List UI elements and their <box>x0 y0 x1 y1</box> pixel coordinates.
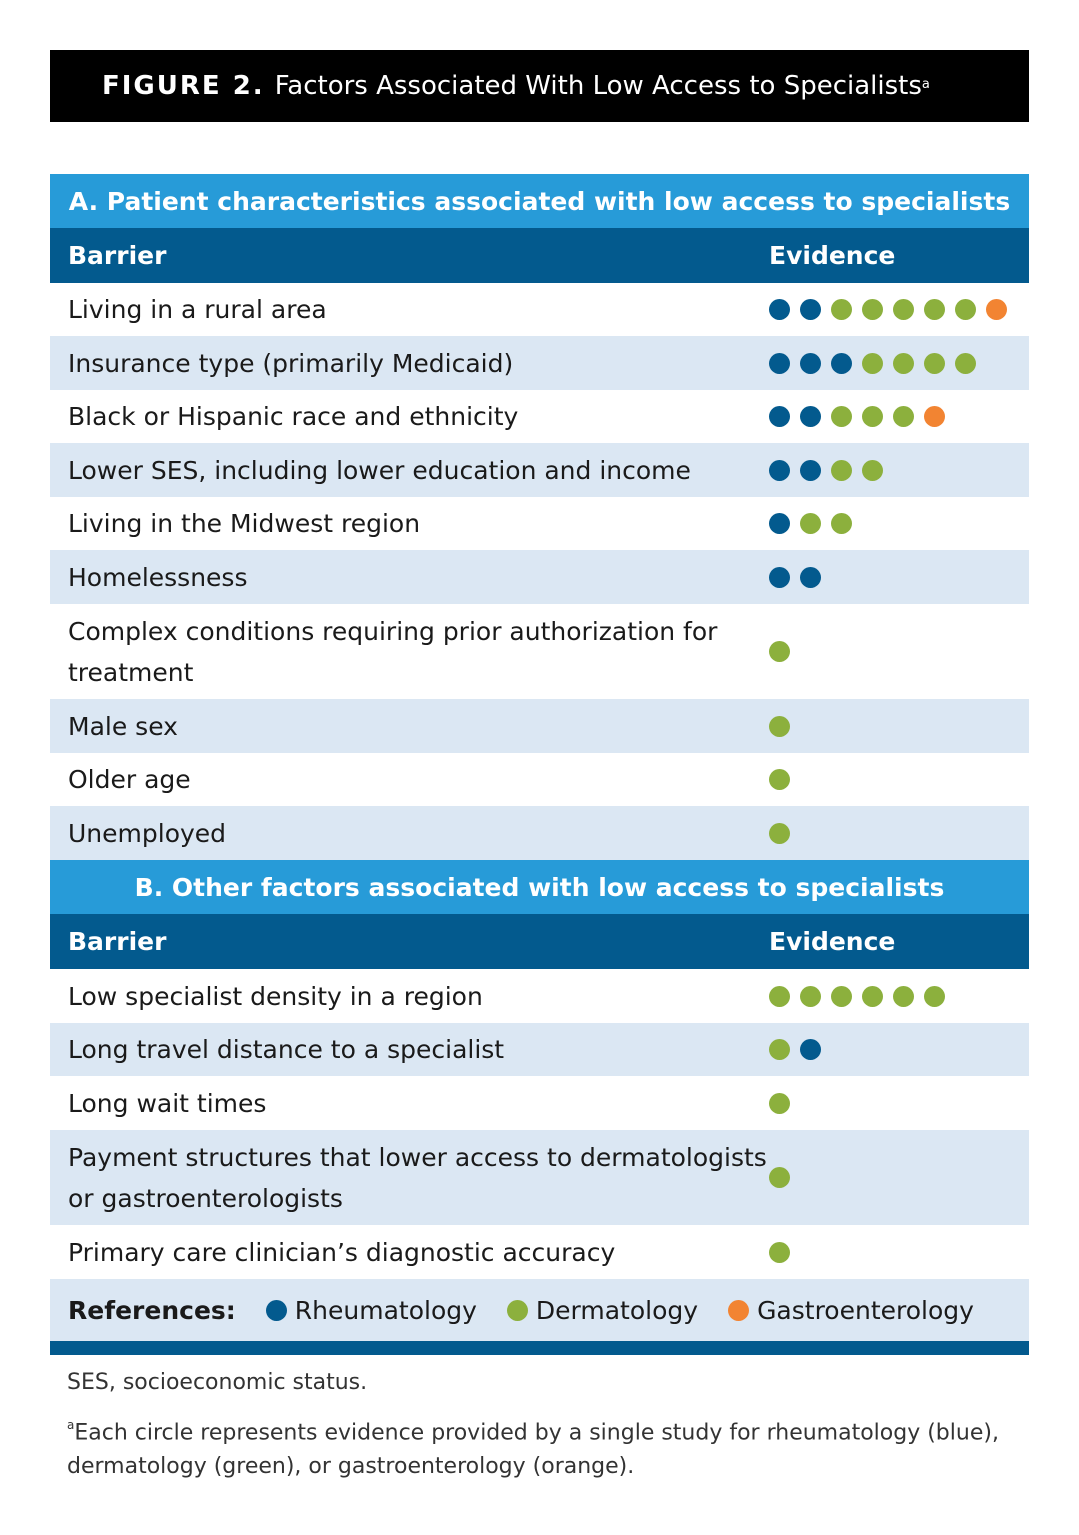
dermatology-legend-dot <box>507 1300 528 1321</box>
gastroenterology-evidence-dot <box>924 406 945 427</box>
rheumatology-evidence-dot <box>800 567 821 588</box>
barrier-column-header: Barrier <box>68 241 167 270</box>
table-row <box>50 1076 1029 1130</box>
rheumatology-evidence-dot <box>800 460 821 481</box>
table-row <box>50 336 1029 390</box>
dermatology-evidence-dot <box>831 406 852 427</box>
dermatology-evidence-dot <box>769 769 790 790</box>
table-row <box>50 753 1029 806</box>
barrier-cell: Primary care clinician’s diagnostic accuracy <box>68 1237 616 1267</box>
barrier-cell: Black or Hispanic race and ethnicity <box>68 402 519 431</box>
dermatology-evidence-dot <box>800 513 821 534</box>
barrier-cell: Male sex <box>68 711 178 741</box>
table-row <box>50 443 1029 497</box>
section-a-title: A. Patient characteristics associated with low access to specialists <box>50 174 1029 228</box>
dermatology-evidence-dot <box>893 299 914 320</box>
dermatology-evidence-dot <box>769 641 790 662</box>
rheumatology-evidence-dot <box>800 1039 821 1060</box>
rheumatology-evidence-dot <box>769 406 790 427</box>
evidence-cell <box>769 716 1029 737</box>
barrier-cell: Insurance type (primarily Medicaid) <box>68 348 514 378</box>
evidence-cell <box>769 641 1029 662</box>
table-bottom-bar <box>50 1341 1029 1355</box>
dermatology-evidence-dot <box>924 353 945 374</box>
dermatology-evidence-dot <box>862 406 883 427</box>
figure-title-superscript: a <box>921 76 930 92</box>
barrier-cell: Older age <box>68 765 191 794</box>
evidence-column-header: Evidence <box>769 241 896 270</box>
dermatology-evidence-dot <box>769 1093 790 1114</box>
evidence-cell <box>769 460 1029 481</box>
section-b-column-header <box>50 914 1029 969</box>
legend-item-rheumatology <box>266 1296 477 1325</box>
section-b-title: B. Other factors associated with low access to specialists <box>50 860 1029 914</box>
dermatology-evidence-dot <box>769 1039 790 1060</box>
dermatology-evidence-dot <box>769 1242 790 1263</box>
dermatology-evidence-dot <box>800 986 821 1007</box>
footnotes <box>67 1366 1017 1494</box>
legend-item-dermatology <box>507 1296 698 1325</box>
table-row <box>50 283 1029 336</box>
dermatology-evidence-dot <box>893 353 914 374</box>
figure-label: FIGURE 2. <box>102 71 265 101</box>
figure-title-banner <box>50 50 1029 122</box>
evidence-cell <box>769 299 1029 320</box>
circle-footnote <box>67 1410 1017 1484</box>
section-a-column-header <box>50 228 1029 283</box>
section-a-rows <box>50 283 1029 860</box>
dermatology-evidence-dot <box>924 986 945 1007</box>
dermatology-evidence-dot <box>831 513 852 534</box>
evidence-cell <box>769 986 1029 1007</box>
figure-title: Factors Associated With Low Access to Specialists <box>274 71 922 101</box>
dermatology-evidence-dot <box>769 716 790 737</box>
rheumatology-evidence-dot <box>769 353 790 374</box>
dermatology-evidence-dot <box>893 986 914 1007</box>
legend-label: Dermatology <box>535 1295 699 1325</box>
dermatology-evidence-dot <box>769 986 790 1007</box>
evidence-cell <box>769 1167 1029 1188</box>
abbreviation-note: SES, socioeconomic status. <box>67 1370 368 1395</box>
rheumatology-evidence-dot <box>769 299 790 320</box>
dermatology-evidence-dot <box>862 299 883 320</box>
footnote-text: Each circle represents evidence provided by a single study for rheumatology (blue), dermatology (green), or gastroenterology (orange). <box>67 1420 999 1480</box>
rheumatology-evidence-dot <box>800 299 821 320</box>
dermatology-evidence-dot <box>862 986 883 1007</box>
footnote-superscript: a <box>67 1418 75 1432</box>
table-row <box>50 1023 1029 1076</box>
evidence-cell <box>769 823 1029 844</box>
rheumatology-evidence-dot <box>769 513 790 534</box>
table-row <box>50 1225 1029 1279</box>
references-label: References: <box>68 1295 236 1325</box>
legend-label: Rheumatology <box>294 1295 477 1325</box>
table-row <box>50 699 1029 753</box>
table-row <box>50 390 1029 443</box>
evidence-cell <box>769 406 1029 427</box>
barrier-cell: Low specialist density in a region <box>68 981 483 1011</box>
barrier-cell: Homelessness <box>68 562 248 592</box>
legend-label: Gastroenterology <box>757 1295 974 1325</box>
table-row <box>50 969 1029 1023</box>
dermatology-evidence-dot <box>831 299 852 320</box>
evidence-cell <box>769 567 1029 588</box>
section-a-table <box>50 174 1029 860</box>
barrier-cell: Living in a rural area <box>68 295 327 324</box>
rheumatology-evidence-dot <box>769 460 790 481</box>
rheumatology-evidence-dot <box>831 353 852 374</box>
table-row <box>50 550 1029 604</box>
table-row <box>50 497 1029 550</box>
dermatology-evidence-dot <box>955 299 976 320</box>
barrier-cell: Living in the Midwest region <box>68 509 421 538</box>
gastroenterology-legend-dot <box>728 1300 749 1321</box>
dermatology-evidence-dot <box>955 353 976 374</box>
dermatology-evidence-dot <box>831 460 852 481</box>
barrier-cell: Lower SES, including lower education and income <box>68 455 691 485</box>
rheumatology-legend-dot <box>266 1300 287 1321</box>
dermatology-evidence-dot <box>862 353 883 374</box>
dermatology-evidence-dot <box>769 823 790 844</box>
dermatology-evidence-dot <box>831 986 852 1007</box>
evidence-column-header: Evidence <box>769 927 896 956</box>
dermatology-evidence-dot <box>862 460 883 481</box>
dermatology-evidence-dot <box>924 299 945 320</box>
table-row <box>50 604 1029 699</box>
barrier-cell: Long travel distance to a specialist <box>68 1035 505 1064</box>
references-legend <box>50 1279 1029 1341</box>
evidence-cell <box>769 353 1029 374</box>
evidence-cell <box>769 1242 1029 1263</box>
table-row <box>50 1130 1029 1225</box>
evidence-cell <box>769 513 1029 534</box>
evidence-cell <box>769 1093 1029 1114</box>
section-b-rows <box>50 969 1029 1279</box>
barrier-column-header: Barrier <box>68 927 167 956</box>
dermatology-evidence-dot <box>769 1167 790 1188</box>
evidence-cell <box>769 1039 1029 1060</box>
rheumatology-evidence-dot <box>800 406 821 427</box>
barrier-cell: Complex conditions requiring prior authorization for treatment <box>68 616 718 687</box>
section-b-table <box>50 860 1029 1355</box>
rheumatology-evidence-dot <box>769 567 790 588</box>
gastroenterology-evidence-dot <box>986 299 1007 320</box>
barrier-cell: Long wait times <box>68 1088 267 1118</box>
barrier-cell: Unemployed <box>68 818 227 848</box>
evidence-cell <box>769 769 1029 790</box>
rheumatology-evidence-dot <box>800 353 821 374</box>
legend-item-gastroenterology <box>728 1296 974 1325</box>
dermatology-evidence-dot <box>893 406 914 427</box>
table-row <box>50 806 1029 860</box>
barrier-cell: Payment structures that lower access to dermatologists or gastroenterologists <box>68 1142 767 1213</box>
